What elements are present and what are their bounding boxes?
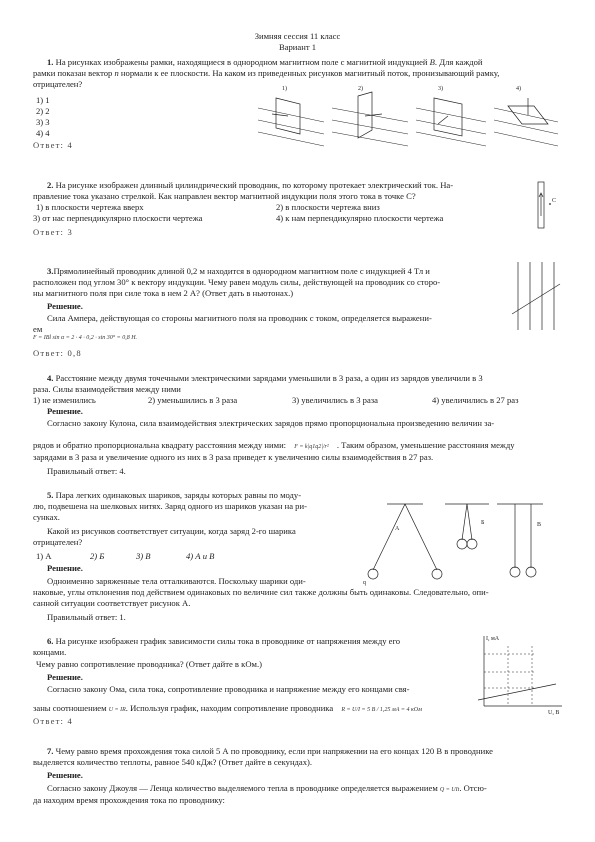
q3-solution-line2: ем [33,324,43,334]
q1-line1: 1. На рисунках изображены рамки, находящиеся в однородном магнитном поле с магнитной индукцией B. Для каждой [47,57,483,67]
q7-solution-line1: Согласно закону Джоуля — Ленца количество выделяемого тепла в проводнике определяется выражением Q = UIt. Отсю- [47,783,487,793]
q7-solution-label: Решение. [47,770,83,780]
q5-balls-figure [365,500,565,584]
q4-option-2: 2) уменьшились в 3 раза [148,395,238,405]
q3-line3: ны магнитного поля при силе тока в нем 2 А? (Ответ дать в ньютонах.) [33,288,294,298]
q7-number: 7. [47,746,54,756]
q1-number: 1. [47,57,54,67]
q1-fig-label-4: 4) [516,86,521,92]
q7-line1: 7. Чему равно время прохождения тока силой 5 А по проводнику, если при напряжении на его концах 120 В в проводнике [47,746,493,756]
q5-solution-label: Решение. [47,563,83,573]
q6-number: 6. [47,636,54,646]
q5-option-3: 3) В [136,551,151,561]
q6-line1: 6. На рисунке изображен график зависимости силы тока в проводнике от напряжения между его [47,636,401,646]
q1-line3: отрицателен? [33,79,83,89]
document-title: Зимняя сессия 11 класс [254,31,341,41]
q4-option-1: 1) не изменились [33,395,96,405]
q1-answer: Ответ: 4 [33,140,73,150]
q1-fig-label-2: 2) [358,86,363,92]
q4-option-3: 3) увеличились в 3 раза [292,395,378,405]
q3-line2: расположен под углом 30° к вектору индукции. Чему равен модуль силы, действующей на проводник со сторо- [33,277,441,287]
q2-option-2: 2) в плоскости чертежа вниз [276,202,380,212]
q2-option-4: 4) к нам перпендикулярно плоскости чертежа [276,213,444,223]
q5-line3: сунках. [33,512,60,522]
q6-formula-ohm: U = IR [108,707,126,713]
vector-n-symbol: n [114,68,119,78]
q5-line5: отрицателен? [33,537,83,547]
q6-line2: концами. [33,647,67,657]
q7-solution-line2: да находим время прохождения тока по проводнику: [33,795,225,805]
q1-fig-label-1: 1) [282,86,287,92]
variant-title: Вариант 1 [278,42,317,52]
q1-option-1: 1) 1 [36,95,50,105]
q2-conductor-figure [534,180,558,230]
q5-option-4: 4) А и В [186,551,215,561]
q1-fig-label-3: 3) [438,86,443,92]
q5-line1: 5. Пара легких одинаковых шариков, заряды которых равны по моду- [47,490,302,500]
q4-line2: раза. Силы взаимодействия между ними [33,384,181,394]
q1-option-4: 4) 4 [36,128,50,138]
q5-fig-label-c: В [537,522,542,528]
q6-solution-label: Решение. [47,672,83,682]
q5-option-1: 1) А [36,551,52,561]
q4-formula: F = k|q1q2|/r² [294,444,329,450]
q2-line2: правление тока указано стрелкой. Как направлен вектор магнитной индукции поля этого тока в точке C? [33,191,416,201]
q4-solution-line3: зарядами в 3 раза и увеличение одного из них в 3 раза приведет к увеличению силы взаимодействия в 27 раз. [33,452,434,462]
q3-solution-label: Решение. [47,301,83,311]
q3-line1: 3.Прямолинейный проводник длиной 0,2 м находится в однородном магнитном поле с индукцией 4 Тл и [47,266,430,276]
q2-option-3: 3) от нас перпендикулярно плоскости чертежа [33,213,203,223]
q6-graph-ylabel: I, мА [486,636,500,642]
q3-formula: F = IBl sin α = 2 · 4 · 0,2 · sin 30° = 0,8 Н. [33,335,138,341]
q5-solution-line2: наковые, углы отклонения под действием одинаковых по величине сил также должны быть одинаковы. Следовательно, опи- [33,587,489,597]
q6-graph-figure [476,632,564,716]
q6-solution-line2: заны соотношением U = IR. Используя график, находим сопротивление проводника R = U/I = 5 В / 1,25 мА = 4 кОм [33,703,422,713]
q2-line1: 2. На рисунке изображен длинный цилиндрический проводник, по которому протекает электрический ток. На- [47,180,454,190]
q3-solution-line1: Сила Ампера, действующая со стороны магнитного поля на проводник с током, определяется выражени- [47,313,432,323]
q5-right-answer: Правильный ответ: 1. [47,612,126,622]
q4-number: 4. [47,373,54,383]
q5-charge-a: q [363,580,366,586]
q4-option-4: 4) увеличились в 27 раз [432,395,519,405]
q1-option-2: 2) 2 [36,106,50,116]
q6-formula-resistance: R = U/I = 5 В / 1,25 мА = 4 кОм [341,707,422,713]
q3-number: 3. [47,266,54,276]
q5-line2: лю, подвешена на шелковых нитях. Заряд одного из шариков указан на ри- [33,501,307,511]
q6-line3: Чему равно сопротивление проводника? (Ответ дайте в кОм.) [36,659,262,669]
q1-frames-figure [258,84,558,154]
q7-formula: Q = UIt [439,787,460,793]
q5-fig-label-b: Б [481,520,485,526]
q3-answer: Ответ: 0,8 [33,348,82,358]
q6-graph-xlabel: U, В [548,710,560,716]
q4-right-answer: Правильный ответ: 4. [47,466,126,476]
q6-answer: Ответ: 4 [33,716,73,726]
q5-option-2: 2) Б [90,551,105,561]
q4-solution-label: Решение. [47,406,83,416]
q5-line4: Какой из рисунков соответствует ситуации, когда заряд 2-го шарика [47,526,296,536]
q2-option-1: 1) в плоскости чертежа вверх [36,202,144,212]
q2-point-label: C [552,198,557,204]
q6-solution-line1: Согласно закону Ома, сила тока, сопротивление проводника и напряжение между его концами свя- [47,684,410,694]
q5-fig-label-a: А [395,526,400,532]
q4-solution-line2: рядов и обратно пропорциональна квадрату расстояния между ними: F = k|q1q2|/r² . Таким образом, уменьшение расстояния между [33,440,515,453]
q4-solution-line1: Согласно закону Кулона, сила взаимодействия электрических зарядов прямо пропорциональна произведению величин за- [47,418,495,428]
q5-solution-line3: санной ситуации соответствует рисунок А. [33,598,191,608]
q7-line2: выделяется количество теплоты, равное 540 кДж? (Ответ дайте в секундах). [33,757,313,767]
q5-number: 5. [47,490,54,500]
q2-answer: Ответ: 3 [33,227,73,237]
q1-line2: рамки показан вектор n нормали к ее плоскости. На каком из приведенных рисунков магнитный поток, пронизывающий рамку, [33,68,500,78]
q1-option-3: 3) 3 [36,117,50,127]
q4-line1: 4. Расстояние между двумя точечными электрическими зарядами уменьшили в 3 раза, а один из зарядов увеличили в 3 [47,373,483,383]
q2-number: 2. [47,180,54,190]
q3-conductor-figure [510,262,562,330]
q5-solution-line1: Одноименно заряженные тела отталкиваются. Поскольку шарики оди- [47,576,306,586]
vector-b-symbol: B [429,57,435,67]
